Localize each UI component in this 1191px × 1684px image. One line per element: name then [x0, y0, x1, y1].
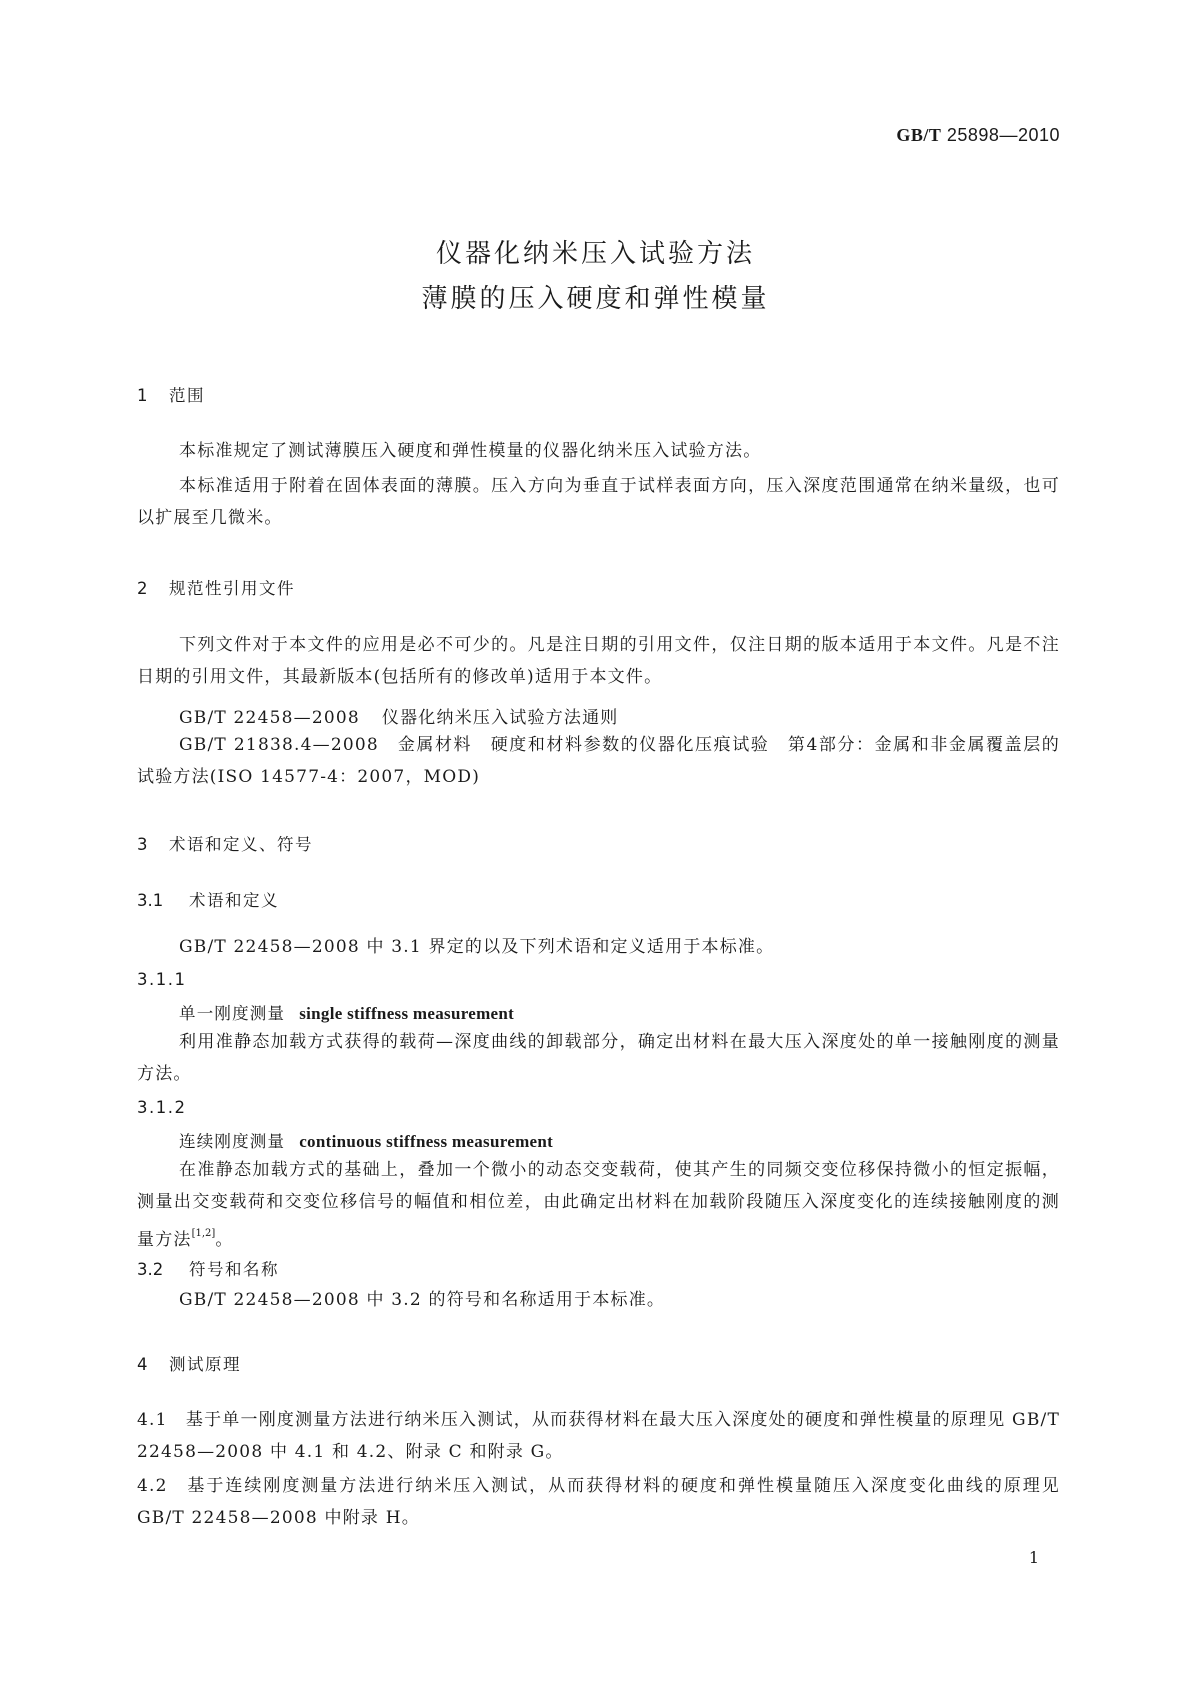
citation-reference: [1,2]	[191, 1228, 216, 1239]
section-heading-1	[137, 382, 205, 406]
subsection-heading-3-2	[137, 1256, 279, 1280]
paragraph-symbols: GB/T 22458—2008 中 3.2 的符号和名称适用于本标准。	[179, 1290, 666, 1310]
reference-item-1	[179, 703, 619, 728]
clause-number-3-1-2: 3.1.2	[137, 1098, 187, 1117]
section-number: 3	[137, 835, 148, 854]
term-chinese: 单一刚度测量	[179, 1004, 286, 1023]
document-title-line1: 仪器化纳米压入试验方法	[435, 239, 755, 269]
paragraph-scope-2: 本标准适用于附着在固体表面的薄膜。压入方向为垂直于试样表面方向，压入深度范围通常在纳米量级，也可以扩展至几微米。	[137, 476, 1060, 528]
subsection-title: 符号和名称	[189, 1260, 279, 1279]
paragraph-terms-intro: GB/T 22458—2008 中 3.1 界定的以及下列术语和定义适用于本标准。	[179, 937, 775, 957]
term-english: continuous stiffness measurement	[299, 1132, 554, 1151]
paragraph-scope-1: 本标准规定了测试薄膜压入硬度和弹性模量的仪器化纳米压入试验方法。	[179, 441, 762, 461]
term-single-stiffness	[179, 1000, 514, 1024]
paragraph-principle-4-2: 4.2 基于连续刚度测量方法进行纳米压入测试，从而获得材料的硬度和弹性模量随压入深度变化曲线的原理见 GB/T 22458—2008 中附录 H。	[137, 1476, 1060, 1528]
reference-title: 仪器化纳米压入试验方法通则	[381, 708, 619, 728]
section-number: 4	[137, 1355, 148, 1374]
clause-number-3-1-1: 3.1.1	[137, 970, 187, 989]
section-heading-3	[137, 831, 313, 855]
section-title: 术语和定义、符号	[169, 835, 313, 854]
reference-item-2: GB/T 21838.4—2008 金属材料 硬度和材料参数的仪器化压痕试验 第4部分：金属和非金属覆盖层的试验方法(ISO 14577-4：2007，MOD)	[137, 735, 1060, 787]
document-title-line2: 薄膜的压入硬度和弹性模量	[421, 284, 770, 314]
subsection-heading-3-1	[137, 887, 279, 911]
standard-code	[896, 125, 1060, 146]
definition-continuous-stiffness	[137, 1154, 1060, 1256]
paragraph-principle-4-1: 4.1 基于单一刚度测量方法进行纳米压入测试，从而获得材料在最大压入深度处的硬度和弹性模量的原理见 GB/T 22458—2008 中 4.1 和 4.2、附录 C 和附录 G。	[137, 1410, 1060, 1462]
standard-prefix: GB/T	[896, 125, 942, 145]
page-number: 1	[1028, 1548, 1039, 1567]
standard-number: 25898—2010	[946, 125, 1060, 145]
reference-code: GB/T 22458—2008	[179, 708, 360, 728]
subsection-number: 3.2	[137, 1260, 164, 1279]
section-title: 测试原理	[169, 1355, 241, 1374]
term-chinese: 连续刚度测量	[179, 1132, 286, 1151]
section-title: 范围	[169, 386, 205, 405]
subsection-title: 术语和定义	[189, 891, 279, 910]
term-english: single stiffness measurement	[299, 1004, 515, 1023]
definition-text: 在准静态加载方式的基础上，叠加一个微小的动态交变载荷，使其产生的同频交变位移保持微小的恒定振幅，测量出交变载荷和交变位移信号的幅值和相位差，由此确定出材料在加载阶段随压入深度变化的连续接触刚度的测量方法	[137, 1160, 1060, 1250]
subsection-number: 3.1	[137, 891, 164, 910]
section-title: 规范性引用文件	[169, 579, 295, 598]
definition-end: 。	[215, 1230, 234, 1250]
section-number: 1	[137, 386, 148, 405]
section-heading-2	[137, 575, 295, 599]
paragraph-references-intro: 下列文件对于本文件的应用是必不可少的。凡是注日期的引用文件，仅注日期的版本适用于本文件。凡是不注日期的引用文件，其最新版本(包括所有的修改单)适用于本文件。	[137, 635, 1060, 687]
section-number: 2	[137, 579, 148, 598]
definition-single-stiffness: 利用准静态加载方式获得的载荷—深度曲线的卸载部分，确定出材料在最大压入深度处的单一接触刚度的测量方法。	[137, 1032, 1060, 1084]
section-heading-4	[137, 1351, 241, 1375]
term-continuous-stiffness	[179, 1128, 553, 1152]
